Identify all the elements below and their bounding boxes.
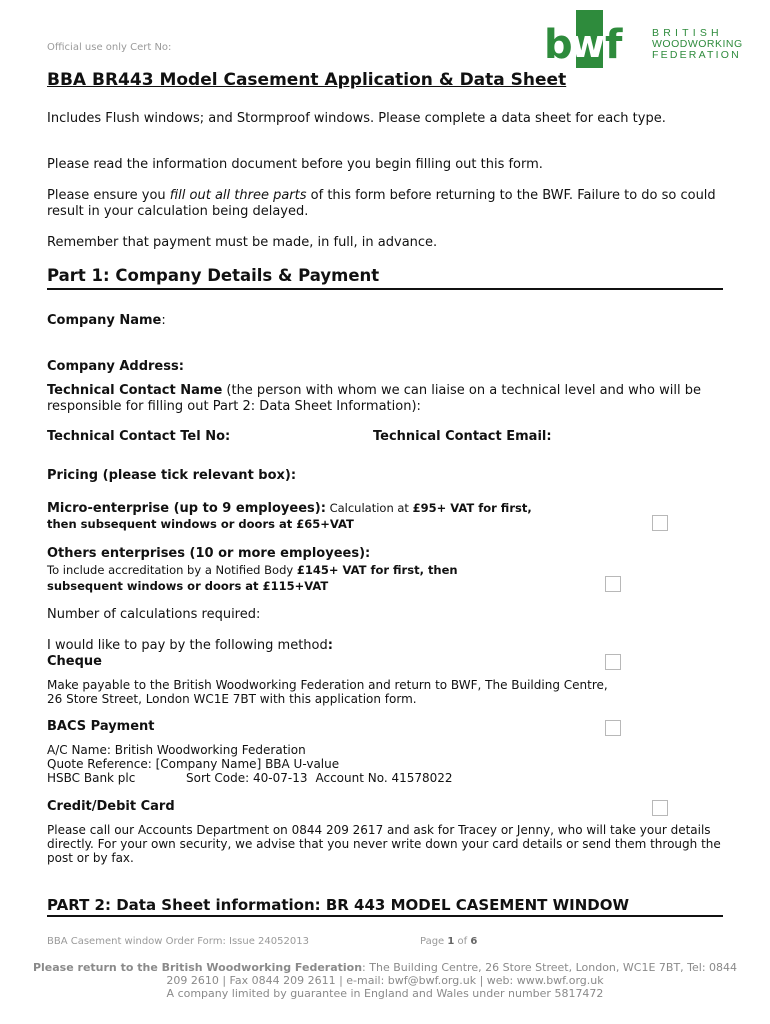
company-name-colon: : bbox=[161, 313, 166, 328]
footer-form-issue: BBA Casement window Order Form: Issue 24052013 bbox=[47, 936, 309, 947]
bacs-checkbox[interactable] bbox=[605, 720, 621, 736]
bacs-account: Account No. 41578022 bbox=[315, 771, 453, 785]
footer-return-address bbox=[30, 961, 740, 1000]
svg-text:w: w bbox=[570, 22, 606, 66]
footer-page-number bbox=[420, 936, 477, 947]
pay-method-label bbox=[47, 638, 727, 654]
cheque-text-1: Make payable to the British Woodworking Federation and return to BWF, The Building Centre, bbox=[47, 678, 608, 692]
page-current: 1 bbox=[447, 936, 455, 947]
company-name-row bbox=[47, 313, 727, 329]
company-address-label: Company Address: bbox=[47, 359, 184, 374]
micro-enterprise-line-2: then subsequent windows or doors at £65+VAT bbox=[47, 517, 354, 531]
part2-rule bbox=[47, 915, 723, 917]
cheque-label: Cheque bbox=[47, 654, 102, 669]
svg-text:b: b bbox=[544, 22, 573, 68]
bwf-logo-wordmark bbox=[652, 28, 743, 61]
others-line-1 bbox=[47, 562, 727, 578]
micro-enterprise-line-1 bbox=[47, 500, 727, 517]
intro-line-3-post: of this form before returning to the BWF. Failure to do so could result in your calculation being delayed. bbox=[47, 188, 716, 219]
intro-line-3 bbox=[47, 188, 727, 220]
others-pre: To include accreditation by a Notified Body bbox=[47, 563, 297, 577]
logo-line-british: BRITISH bbox=[652, 27, 723, 39]
others-price-first: £145+ VAT for first, then bbox=[296, 563, 458, 577]
intro-line-3-emphasis: fill out all three parts bbox=[169, 188, 307, 203]
logo-line-federation: FEDERATION bbox=[652, 49, 741, 61]
bacs-sort-code: Sort Code: 40-07-13 bbox=[186, 771, 308, 785]
micro-heading: Micro-enterprise (up to 9 employees): bbox=[47, 501, 326, 516]
part2-heading: PART 2: Data Sheet information: BR 443 MODEL CASEMENT WINDOW bbox=[47, 896, 630, 914]
svg-text:f: f bbox=[605, 22, 623, 68]
cheque-checkbox[interactable] bbox=[605, 654, 621, 670]
bwf-logo bbox=[543, 8, 753, 68]
bacs-bank: HSBC Bank plc bbox=[47, 771, 136, 785]
company-name-label: Company Name bbox=[47, 313, 162, 328]
micro-price-first: £95+ VAT for first, bbox=[412, 501, 532, 515]
card-label: Credit/Debit Card bbox=[47, 799, 175, 814]
footer-company-note: A company limited by guarantee in England and Wales under number 5817472 bbox=[166, 987, 604, 1000]
intro-line-4: Remember that payment must be made, in full, in advance. bbox=[47, 235, 438, 250]
tech-contact-note: (the person with whom we can liaise on a technical level and who will be responsible for filling out Part 2: Data Sheet Information): bbox=[47, 383, 701, 414]
micro-enterprise-checkbox[interactable] bbox=[652, 515, 668, 531]
bacs-label: BACS Payment bbox=[47, 719, 155, 734]
tech-tel-label: Technical Contact Tel No: bbox=[47, 429, 231, 444]
intro-line-2: Please read the information document before you begin filling out this form. bbox=[47, 157, 543, 172]
bacs-ac-name: A/C Name: British Woodworking Federation bbox=[47, 743, 306, 757]
pay-method-text: I would like to pay by the following method bbox=[47, 638, 328, 653]
others-line-2: subsequent windows or doors at £115+VAT bbox=[47, 579, 329, 593]
part1-heading: Part 1: Company Details & Payment bbox=[47, 266, 380, 285]
pricing-label: Pricing (please tick relevant box): bbox=[47, 468, 297, 483]
tech-contact-row bbox=[47, 383, 727, 415]
others-enterprise-checkbox[interactable] bbox=[605, 576, 621, 592]
footer-return-bold: Please return to the British Woodworking Federation bbox=[32, 961, 363, 974]
tech-contact-label: Technical Contact Name bbox=[47, 383, 223, 398]
footer-return-rest: : The Building Centre, 26 Store Street, London, WC1E 7BT, Tel: 0844 209 2610 | Fax 0844 209 2611 | e-mail: bwf@bwf.org.uk | web: www.bwf.org.uk bbox=[166, 961, 738, 987]
card-text: Please call our Accounts Department on 0844 209 2617 and ask for Tracey or Jenny, who will take your details directly. For your own security, we advise that you never write down your card details or send them through the post or by fax. bbox=[47, 823, 721, 865]
micro-calc-text: Calculation at bbox=[325, 501, 413, 515]
page-title: BBA BR443 Model Casement Application & Data Sheet bbox=[47, 70, 567, 90]
bwf-logo-mark bbox=[543, 8, 643, 68]
tech-email-label: Technical Contact Email: bbox=[373, 429, 552, 444]
intro-line-1: Includes Flush windows; and Stormproof windows. Please complete a data sheet for each type. bbox=[47, 111, 666, 126]
bacs-quote-ref: Quote Reference: [Company Name] BBA U-value bbox=[47, 757, 340, 771]
bacs-bank-row bbox=[47, 771, 737, 785]
num-calcs-label: Number of calculations required: bbox=[47, 607, 261, 622]
others-heading: Others enterprises (10 or more employees): bbox=[47, 546, 371, 561]
card-checkbox[interactable] bbox=[652, 800, 668, 816]
official-use-label: Official use only Cert No: bbox=[47, 42, 172, 53]
page-pre: Page bbox=[420, 936, 448, 947]
page-total: 6 bbox=[470, 936, 478, 947]
logo-line-woodworking: WOODWORKING bbox=[652, 38, 743, 50]
cheque-text-2: 26 Store Street, London WC1E 7BT with this application form. bbox=[47, 692, 417, 706]
part1-rule bbox=[47, 288, 723, 290]
intro-line-3-pre: Please ensure you bbox=[47, 188, 170, 203]
page-of: of bbox=[454, 936, 471, 947]
pay-method-colon: : bbox=[327, 638, 333, 653]
